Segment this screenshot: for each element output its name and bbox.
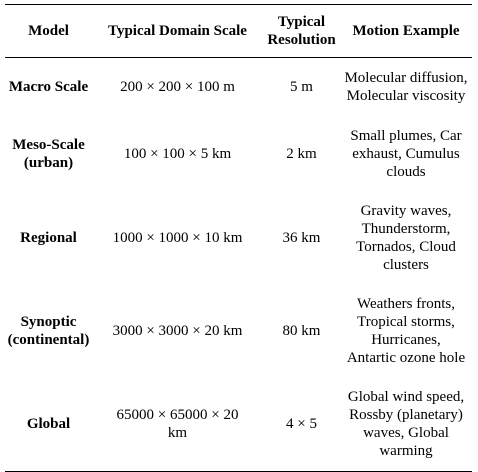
cell-resolution: 80 km: [282, 322, 321, 339]
cell-resolution: 4 × 5: [286, 416, 317, 432]
cell-motion-example: Gravity waves, Thunderstorm, Tornados, Cloud clusters: [356, 202, 456, 273]
cell-domain-scale: 3000 × 3000 × 20 km: [112, 322, 243, 339]
cell-model: Synoptic (continental): [7, 313, 90, 348]
cell-resolution: 5 m: [290, 79, 313, 95]
table-row: [5, 284, 472, 377]
cell-resolution: 36 km: [282, 229, 321, 246]
header-motion-example: Motion Example: [352, 23, 460, 39]
table-row: [5, 377, 472, 472]
cell-model: Global: [26, 416, 71, 432]
cell-motion-example: Weathers fronts, Tropical storms, Hurricanes, Antartic ozone hole: [346, 295, 466, 366]
cell-domain-scale: 1000 × 1000 × 10 km: [112, 229, 243, 246]
cell-domain-scale: 65000 × 65000 × 20 km: [116, 407, 239, 441]
table-header-row: [5, 5, 472, 58]
cell-motion-example: Molecular diffusion, Molecular viscosity: [344, 70, 468, 104]
table-row: [5, 58, 472, 117]
cell-model: Regional: [20, 229, 77, 246]
model-scale-table: [5, 4, 472, 472]
scale-table-container: [5, 4, 472, 472]
table-row: [5, 116, 472, 191]
cell-model: Macro Scale: [8, 79, 89, 95]
cell-motion-example: Global wind speed, Rossby (planetary) waves, Global warming: [347, 389, 465, 459]
cell-domain-scale: 100 × 100 × 5 km: [123, 145, 232, 162]
header-resolution: Typical Resolution: [267, 14, 336, 48]
header-domain-scale: Typical Domain Scale: [108, 23, 247, 39]
table-row: [5, 191, 472, 284]
cell-resolution: 2 km: [286, 145, 317, 162]
cell-motion-example: Small plumes, Car exhaust, Cumulus clouds: [350, 127, 462, 180]
header-model: Model: [28, 23, 69, 39]
cell-domain-scale: 200 × 200 × 100 m: [120, 79, 235, 95]
cell-model: Meso-Scale (urban): [12, 136, 85, 171]
